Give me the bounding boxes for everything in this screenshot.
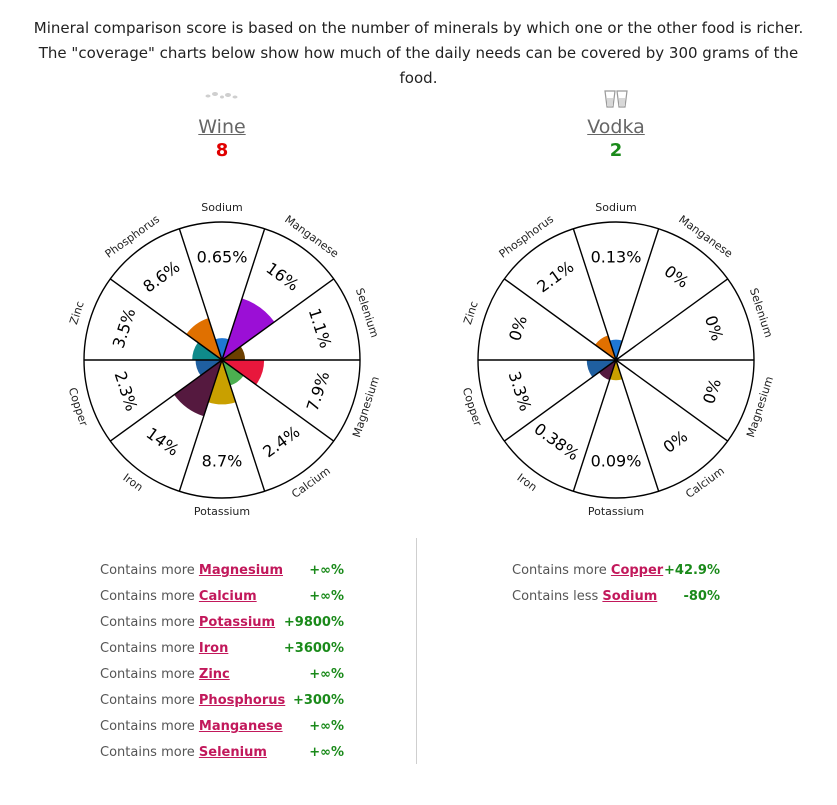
- comparison-percent: +∞%: [309, 667, 344, 682]
- food-header-wine: [122, 88, 322, 161]
- comparison-percent: +9800%: [283, 615, 344, 630]
- comparison-phrase: Contains more: [100, 719, 199, 734]
- mineral-name-wine-iron: Iron: [120, 471, 146, 495]
- comparison-row: [100, 662, 350, 688]
- comparison-phrase: Contains more: [100, 667, 199, 682]
- comparison-percent: +∞%: [309, 745, 344, 760]
- comparison-phrase: Contains more: [100, 615, 199, 630]
- mineral-name-wine-phosphorus: Phosphorus: [102, 212, 163, 261]
- mineral-name-vodka-calcium: Calcium: [683, 464, 727, 501]
- value-label-vodka-sodium: 0.13%: [590, 247, 642, 267]
- mineral-link-zinc[interactable]: Zinc: [198, 667, 230, 682]
- coverage-chart-wine: [52, 190, 392, 530]
- mineral-name-vodka-selenium: Selenium: [746, 286, 776, 340]
- food-score-vodka: 2: [609, 140, 623, 161]
- comparison-percent: +300%: [292, 693, 344, 708]
- value-label-vodka-selenium: 0%: [701, 313, 727, 344]
- mineral-name-wine-manganese: Manganese: [282, 212, 342, 261]
- comparison-phrase: Contains more: [100, 589, 199, 604]
- coverage-chart-vodka: [446, 190, 786, 530]
- mineral-name-wine-zinc: Zinc: [67, 299, 87, 327]
- value-label-vodka-magnesium: 0%: [699, 376, 726, 407]
- comparison-percent: +∞%: [309, 719, 344, 734]
- comparison-row: [100, 584, 350, 610]
- value-label-vodka-potassium: 0.09%: [590, 451, 642, 471]
- wine-glasses-icon: [122, 88, 322, 110]
- comparison-row: [100, 688, 350, 714]
- wheel-spoke: [573, 360, 616, 491]
- mineral-name-vodka-manganese: Manganese: [676, 212, 736, 261]
- value-label-vodka-zinc: 0%: [505, 313, 531, 344]
- mineral-link-copper[interactable]: Copper: [610, 563, 664, 578]
- value-label-vodka-manganese: 0%: [660, 261, 693, 292]
- comparison-phrase: Contains more: [100, 693, 199, 708]
- value-label-wine-phosphorus: 8.6%: [139, 257, 184, 297]
- value-label-wine-potassium: 8.7%: [201, 451, 243, 471]
- comparison-percent: -80%: [683, 589, 720, 604]
- mineral-name-vodka-zinc: Zinc: [461, 299, 481, 327]
- mineral-link-magnesium[interactable]: Magnesium: [198, 563, 283, 578]
- comparison-percent: +∞%: [309, 589, 344, 604]
- mineral-name-wine-calcium: Calcium: [289, 464, 333, 501]
- divider: [416, 538, 417, 764]
- comparison-row: [512, 584, 722, 610]
- mineral-name-wine-magnesium: Magnesium: [350, 374, 383, 439]
- mineral-name-vodka-magnesium: Magnesium: [744, 374, 777, 439]
- comparison-list-vodka: [512, 558, 722, 610]
- wheel-spoke: [616, 360, 659, 491]
- mineral-name-wine-selenium: Selenium: [352, 286, 382, 340]
- mineral-name-wine-sodium: Sodium: [201, 201, 243, 214]
- comparison-row: [100, 714, 350, 740]
- mineral-link-selenium[interactable]: Selenium: [198, 745, 267, 760]
- mineral-name-vodka-sodium: Sodium: [595, 201, 637, 214]
- food-header-vodka: [516, 88, 716, 161]
- value-label-wine-sodium: 0.65%: [196, 247, 248, 267]
- food-name-vodka[interactable]: Vodka: [587, 116, 645, 138]
- mineral-name-wine-potassium: Potassium: [193, 505, 251, 518]
- mineral-name-wine-copper: Copper: [65, 385, 91, 428]
- value-label-wine-iron: 14%: [142, 423, 183, 460]
- mineral-link-iron[interactable]: Iron: [198, 641, 229, 656]
- value-label-wine-manganese: 16%: [262, 258, 303, 295]
- comparison-row: [100, 636, 350, 662]
- mineral-link-calcium[interactable]: Calcium: [198, 589, 257, 604]
- comparison-phrase: Contains more: [100, 745, 199, 760]
- shot-glasses-icon: [516, 88, 716, 110]
- comparison-list-wine: [100, 558, 350, 766]
- value-label-vodka-calcium: 0%: [659, 426, 692, 457]
- mineral-name-vodka-iron: Iron: [514, 471, 540, 495]
- value-label-vodka-copper: 3.3%: [504, 368, 536, 414]
- comparison-phrase: Contains more: [100, 563, 199, 578]
- comparison-percent: +∞%: [309, 563, 344, 578]
- comparison-row: [100, 558, 350, 584]
- comparison-row: [100, 740, 350, 766]
- value-label-wine-selenium: 1.1%: [304, 305, 336, 351]
- mineral-name-vodka-phosphorus: Phosphorus: [496, 212, 557, 261]
- food-name-wine[interactable]: Wine: [198, 116, 246, 138]
- mineral-link-manganese[interactable]: Manganese: [198, 719, 283, 734]
- mineral-name-vodka-potassium: Potassium: [587, 505, 645, 518]
- mineral-name-vodka-copper: Copper: [459, 385, 485, 428]
- comparison-row: [100, 610, 350, 636]
- value-label-wine-calcium: 2.4%: [259, 422, 304, 462]
- comparison-phrase: Contains less: [512, 589, 603, 604]
- mineral-link-potassium[interactable]: Potassium: [198, 615, 276, 630]
- comparison-percent: +42.9%: [664, 563, 720, 578]
- value-label-vodka-phosphorus: 2.1%: [533, 257, 578, 297]
- comparison-percent: +3600%: [283, 641, 344, 656]
- value-label-wine-copper: 2.3%: [110, 368, 142, 414]
- comparison-phrase: Contains more: [512, 563, 611, 578]
- food-score-wine: 8: [215, 140, 229, 161]
- comparison-row: [512, 558, 722, 584]
- comparison-phrase: Contains more: [100, 641, 199, 656]
- value-label-wine-magnesium: 7.9%: [302, 368, 334, 414]
- value-label-vodka-iron: 0.38%: [530, 419, 583, 465]
- wedge-wine-manganese: [222, 298, 274, 360]
- mineral-link-phosphorus[interactable]: Phosphorus: [198, 693, 286, 708]
- mineral-link-sodium[interactable]: Sodium: [602, 589, 658, 604]
- value-label-wine-zinc: 3.5%: [108, 305, 140, 351]
- intro-text: Mineral comparison score is based on the number of minerals by which one or the other food is richer. The "coverage" charts below show how much of the daily needs can be covered by 300 grams of the food.: [33, 19, 804, 87]
